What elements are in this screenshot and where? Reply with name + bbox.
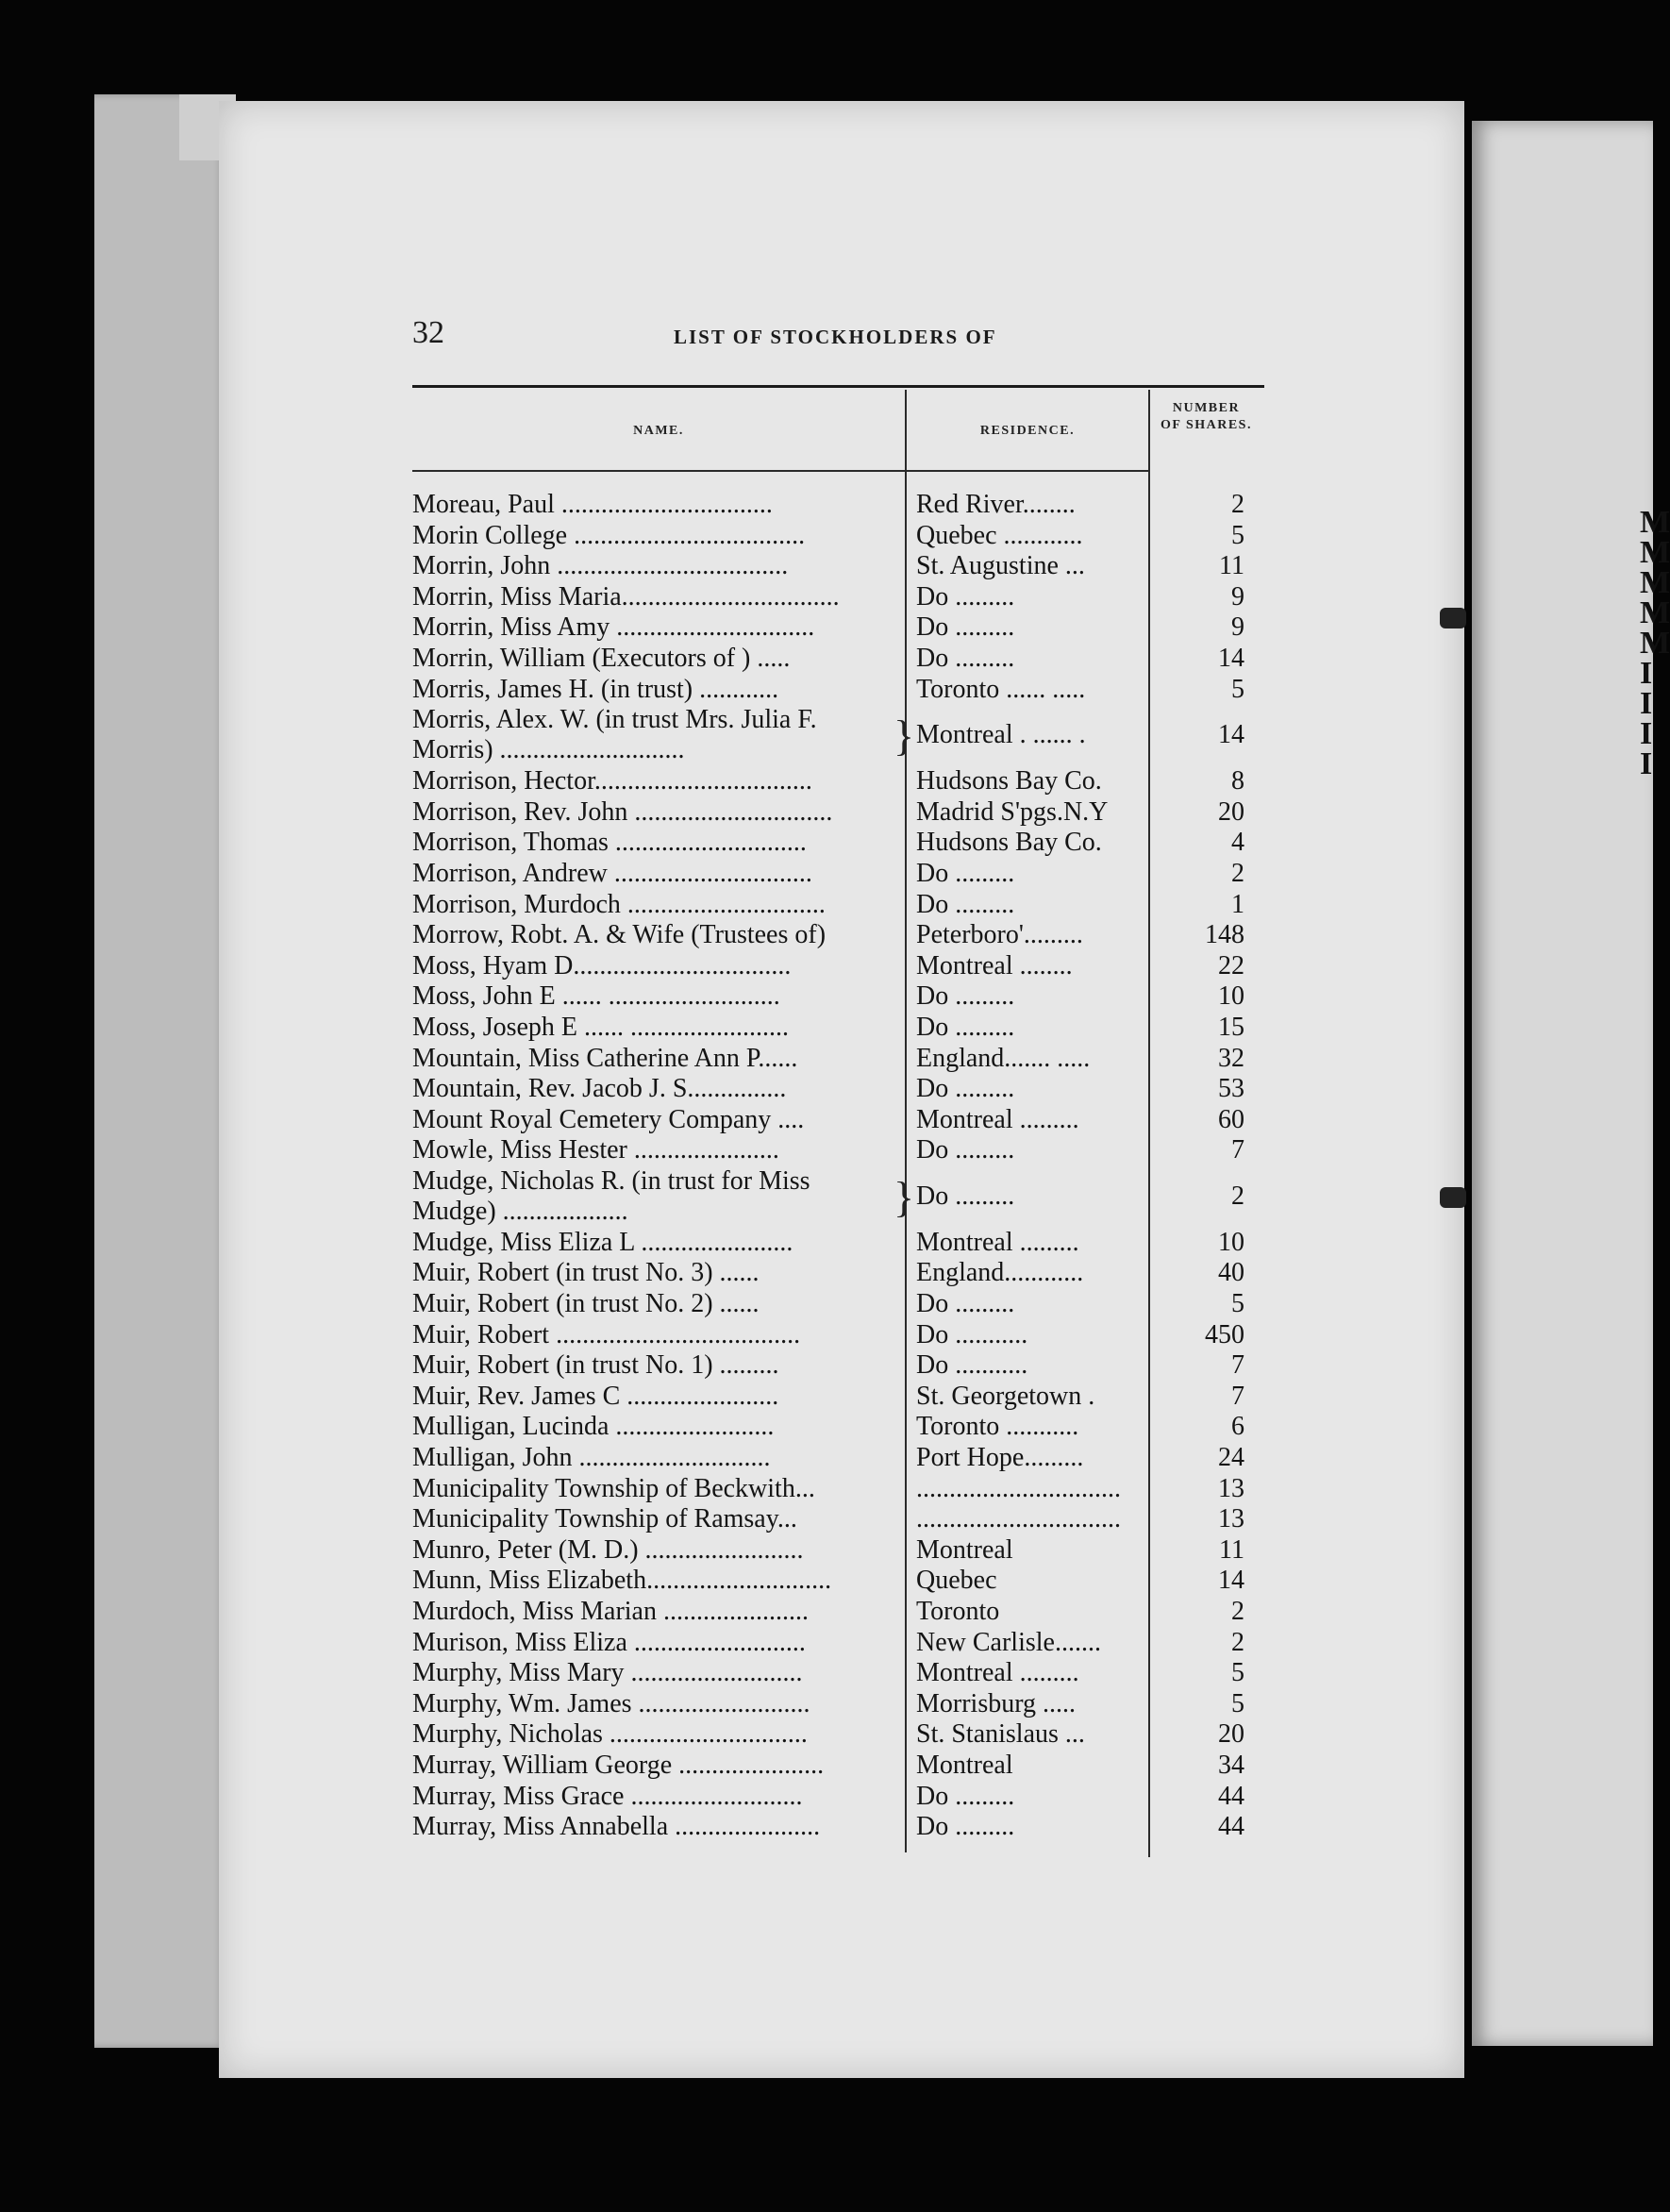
table-row: [412, 1474, 1264, 1505]
cell-name: Morris, Alex. W. (in trust Mrs. Julia F. Morris) ............................: [412, 705, 817, 765]
cell-shares: 2: [1231, 858, 1244, 888]
cell-residence: Toronto ...........: [916, 1412, 1079, 1442]
table-row: [412, 1566, 1264, 1597]
cell-shares: 450: [1205, 1319, 1244, 1349]
cell-shares: 53: [1218, 1074, 1244, 1104]
cell-residence: Montreal: [916, 1534, 1013, 1565]
table-row: [412, 551, 1264, 582]
cell-shares: 14: [1218, 1566, 1244, 1596]
cell-residence: Do .........: [916, 1012, 1015, 1042]
table-row: [412, 1719, 1264, 1751]
table-row: [412, 1782, 1264, 1813]
table-row: [412, 951, 1264, 982]
cell-name: Moss, Joseph E ...... ........................: [412, 1012, 790, 1042]
cell-name: Murdoch, Miss Marian ......................: [412, 1597, 809, 1626]
cell-name: Murphy, Wm. James ..........................: [412, 1688, 810, 1718]
cell-name: Munn, Miss Elizabeth............................: [412, 1566, 832, 1596]
cell-residence: Quebec: [916, 1566, 997, 1596]
table-row: [412, 859, 1264, 890]
cell-shares: 20: [1218, 1719, 1244, 1750]
cell-name: Murray, William George ......................: [412, 1750, 825, 1780]
cell-shares: 44: [1218, 1781, 1244, 1811]
cell-residence: Peterboro'.........: [916, 920, 1083, 950]
cell-residence: Do ...........: [916, 1319, 1028, 1349]
table-row: [412, 1812, 1264, 1843]
cell-name: Morrison, Thomas .............................: [412, 828, 807, 858]
cell-shares: 1: [1231, 889, 1244, 919]
cell-shares: 2: [1231, 1627, 1244, 1657]
table-row: [412, 1013, 1264, 1044]
cell-shares: 5: [1231, 1658, 1244, 1688]
cell-residence: St. Georgetown .: [916, 1381, 1095, 1411]
table-row: [412, 920, 1264, 951]
cell-name: Mulligan, John .............................: [412, 1443, 771, 1473]
table-row: [412, 1320, 1264, 1351]
cell-residence: Toronto ...... .....: [916, 674, 1086, 704]
table-row: [412, 890, 1264, 921]
cell-residence: Montreal .........: [916, 1658, 1079, 1688]
cell-name: Mount Royal Cemetery Company ....: [412, 1104, 805, 1134]
cell-residence: Toronto: [916, 1597, 1000, 1626]
cell-shares: 9: [1231, 612, 1244, 643]
cell-residence: ...............................: [916, 1473, 1121, 1503]
cell-residence: Red River........: [916, 490, 1076, 519]
cell-residence: England....... .....: [916, 1043, 1091, 1073]
cell-shares: 148: [1205, 920, 1244, 950]
table-row: [412, 612, 1264, 644]
cell-name: Murray, Miss Grace ..........................: [412, 1781, 803, 1811]
book-cover-edge: [94, 94, 226, 2048]
cell-name: Morrin, John ...................................: [412, 551, 789, 581]
cell-name: Murphy, Nicholas ..............................: [412, 1719, 808, 1750]
cell-shares: 60: [1218, 1104, 1244, 1134]
cell-shares: 24: [1218, 1443, 1244, 1473]
cell-name: Murison, Miss Eliza ..........................: [412, 1627, 806, 1657]
cell-shares: 22: [1218, 950, 1244, 980]
cell-name: Morrin, Miss Amy ..............................: [412, 612, 815, 643]
table-row: [412, 1504, 1264, 1535]
cell-residence: Hudsons Bay Co.: [916, 766, 1102, 796]
cell-shares: 44: [1218, 1812, 1244, 1842]
cell-name: Morrison, Andrew ..............................: [412, 858, 812, 888]
cell-residence: Montreal .........: [916, 1104, 1079, 1134]
cell-residence: Do .........: [916, 1135, 1015, 1165]
table-row: [412, 1535, 1264, 1567]
cell-shares: 5: [1231, 520, 1244, 550]
cell-residence: Madrid S'pgs.N.Y: [916, 796, 1109, 827]
table-row: [412, 1658, 1264, 1689]
cell-residence: Do .........: [916, 643, 1015, 673]
cell-shares: 5: [1231, 1688, 1244, 1718]
cell-shares: 2: [1231, 490, 1244, 519]
cell-name: Moss, Hyam D.................................: [412, 950, 792, 980]
cell-shares: 7: [1231, 1135, 1244, 1165]
cell-residence: Do .........: [916, 1289, 1015, 1319]
cell-residence: Morrisburg .....: [916, 1688, 1077, 1718]
table-row: [412, 675, 1264, 706]
cell-shares: 34: [1218, 1750, 1244, 1780]
cell-residence: Montreal: [916, 1750, 1013, 1780]
cell-shares: 15: [1218, 1012, 1244, 1042]
cell-name: Muir, Robert (in trust No. 3) ......: [412, 1258, 760, 1288]
cell-shares: 32: [1218, 1043, 1244, 1073]
cell-residence: Do .........: [916, 612, 1015, 643]
cell-name: Mudge, Miss Eliza L .......................: [412, 1227, 793, 1257]
cell-shares: 20: [1218, 796, 1244, 827]
table-row: [412, 1258, 1264, 1289]
table-row: [412, 1689, 1264, 1720]
column-header-shares-line1: NUMBER: [1172, 401, 1241, 415]
cell-name: Municipality Township of Beckwith...: [412, 1473, 815, 1503]
table-row: [412, 1228, 1264, 1259]
table-row: [412, 521, 1264, 552]
cell-shares: 13: [1218, 1504, 1244, 1534]
cell-residence: Do .........: [916, 1781, 1015, 1811]
table-row: [412, 490, 1264, 521]
cell-name: Morin College ...................................: [412, 520, 806, 550]
cell-name: Muir, Rev. James C .......................: [412, 1381, 779, 1411]
table-row: [412, 1289, 1264, 1320]
brace-mark: }: [893, 1172, 915, 1221]
table-row: [412, 582, 1264, 613]
cell-residence: St. Stanislaus ...: [916, 1719, 1085, 1750]
cell-residence: Montreal .........: [916, 1227, 1079, 1257]
table-row: [412, 644, 1264, 675]
table-row: [412, 705, 1264, 766]
cell-name: Muir, Robert (in trust No. 2) ......: [412, 1289, 760, 1319]
cell-shares: 14: [1218, 720, 1244, 750]
table-row: [412, 1166, 1264, 1228]
cell-shares: 2: [1231, 1181, 1244, 1211]
cell-name: Morrison, Hector.................................: [412, 766, 812, 796]
stockholders-table: [412, 385, 1264, 1857]
cell-shares: 6: [1231, 1412, 1244, 1442]
cell-residence: Do .........: [916, 889, 1015, 919]
table-row: [412, 1135, 1264, 1166]
cell-name: Moreau, Paul ................................: [412, 490, 773, 519]
cell-residence: Do .........: [916, 1074, 1015, 1104]
table-row: [412, 828, 1264, 859]
page-number: 32: [412, 315, 444, 350]
cell-residence: New Carlisle.......: [916, 1627, 1101, 1657]
table-row: [412, 1382, 1264, 1413]
cell-name: Mudge, Nicholas R. (in trust for Miss Mudge) ...................: [412, 1165, 810, 1226]
binding-clip-mark: [1440, 608, 1466, 628]
cell-residence: Do .........: [916, 581, 1015, 612]
cell-shares: 5: [1231, 1289, 1244, 1319]
table-body: [412, 490, 1264, 1843]
cell-residence: Port Hope.........: [916, 1443, 1084, 1473]
table-row: [412, 797, 1264, 829]
column-header-shares: [1148, 400, 1264, 434]
cell-residence: Do ...........: [916, 1350, 1028, 1381]
cell-name: Municipality Township of Ramsay...: [412, 1504, 797, 1534]
cell-residence: Montreal ........: [916, 950, 1073, 980]
cell-shares: 7: [1231, 1381, 1244, 1411]
cell-shares: 13: [1218, 1473, 1244, 1503]
cell-residence: Hudsons Bay Co.: [916, 828, 1102, 858]
cell-name: Morrison, Rev. John ..............................: [412, 796, 833, 827]
table-row: [412, 1628, 1264, 1659]
cell-shares: 8: [1231, 766, 1244, 796]
cell-name: Morrison, Murdoch ..............................: [412, 889, 826, 919]
table-row: [412, 1350, 1264, 1382]
cell-shares: 11: [1219, 551, 1244, 581]
cell-shares: 9: [1231, 581, 1244, 612]
cell-name: Muir, Robert (in trust No. 1) .........: [412, 1350, 779, 1381]
table-row: [412, 1074, 1264, 1105]
facing-page-edge: [1472, 121, 1670, 2046]
cell-name: Morrow, Robt. A. & Wife (Trustees of): [412, 920, 827, 950]
cell-name: Munro, Peter (M. D.) ........................: [412, 1534, 804, 1565]
cell-name: Mountain, Rev. Jacob J. S...............: [412, 1074, 787, 1104]
binding-clip-mark: [1440, 1187, 1466, 1208]
cell-residence: St. Augustine ...: [916, 551, 1085, 581]
table-top-rule: [412, 385, 1264, 388]
cell-residence: England............: [916, 1258, 1084, 1288]
cell-shares: 14: [1218, 643, 1244, 673]
cell-residence: Do .........: [916, 1812, 1015, 1842]
cell-name: Murphy, Miss Mary ..........................: [412, 1658, 803, 1688]
cell-residence: Do .........: [916, 1181, 1015, 1211]
cell-residence: Do .........: [916, 858, 1015, 888]
column-header-residence: RESIDENCE.: [979, 424, 1076, 438]
cell-shares: 11: [1219, 1534, 1244, 1565]
table-row: [412, 1597, 1264, 1628]
column-header-shares-line2: OF SHARES.: [1161, 418, 1252, 432]
cell-shares: 5: [1231, 674, 1244, 704]
cell-shares: 2: [1231, 1597, 1244, 1626]
cell-name: Mulligan, Lucinda ........................: [412, 1412, 775, 1442]
cell-name: Muir, Robert .....................................: [412, 1319, 801, 1349]
facing-page-letters: M M M M M I I I I: [1640, 505, 1670, 781]
cell-shares: 40: [1218, 1258, 1244, 1288]
brace-mark: }: [893, 712, 915, 761]
table-row: [412, 981, 1264, 1013]
cell-name: Murray, Miss Annabella ......................: [412, 1812, 821, 1842]
cell-residence: ...............................: [916, 1504, 1121, 1534]
running-head: LIST OF STOCKHOLDERS OF: [674, 326, 997, 348]
cell-residence: Do .........: [916, 981, 1015, 1012]
header-rule: [412, 470, 1148, 472]
table-row: [412, 766, 1264, 797]
table-row: [412, 1044, 1264, 1075]
cell-shares: 4: [1231, 828, 1244, 858]
cell-shares: 10: [1218, 981, 1244, 1012]
cell-name: Mountain, Miss Catherine Ann P......: [412, 1043, 798, 1073]
cell-name: Morrin, Miss Maria.................................: [412, 581, 840, 612]
table-row: [412, 1751, 1264, 1782]
table-row: [412, 1412, 1264, 1443]
cell-name: Morris, James H. (in trust) ............: [412, 674, 779, 704]
table-row: [412, 1105, 1264, 1136]
cell-name: Mowle, Miss Hester ......................: [412, 1135, 779, 1165]
table-row: [412, 1443, 1264, 1474]
cell-shares: 10: [1218, 1227, 1244, 1257]
cell-name: Moss, John E ...... ..........................: [412, 981, 780, 1012]
cell-name: Morrin, William (Executors of ) .....: [412, 643, 791, 673]
column-header-name: NAME.: [633, 424, 684, 438]
cell-shares: 7: [1231, 1350, 1244, 1381]
cell-residence: Quebec ............: [916, 520, 1083, 550]
cell-residence: Montreal . ...... .: [916, 720, 1086, 750]
